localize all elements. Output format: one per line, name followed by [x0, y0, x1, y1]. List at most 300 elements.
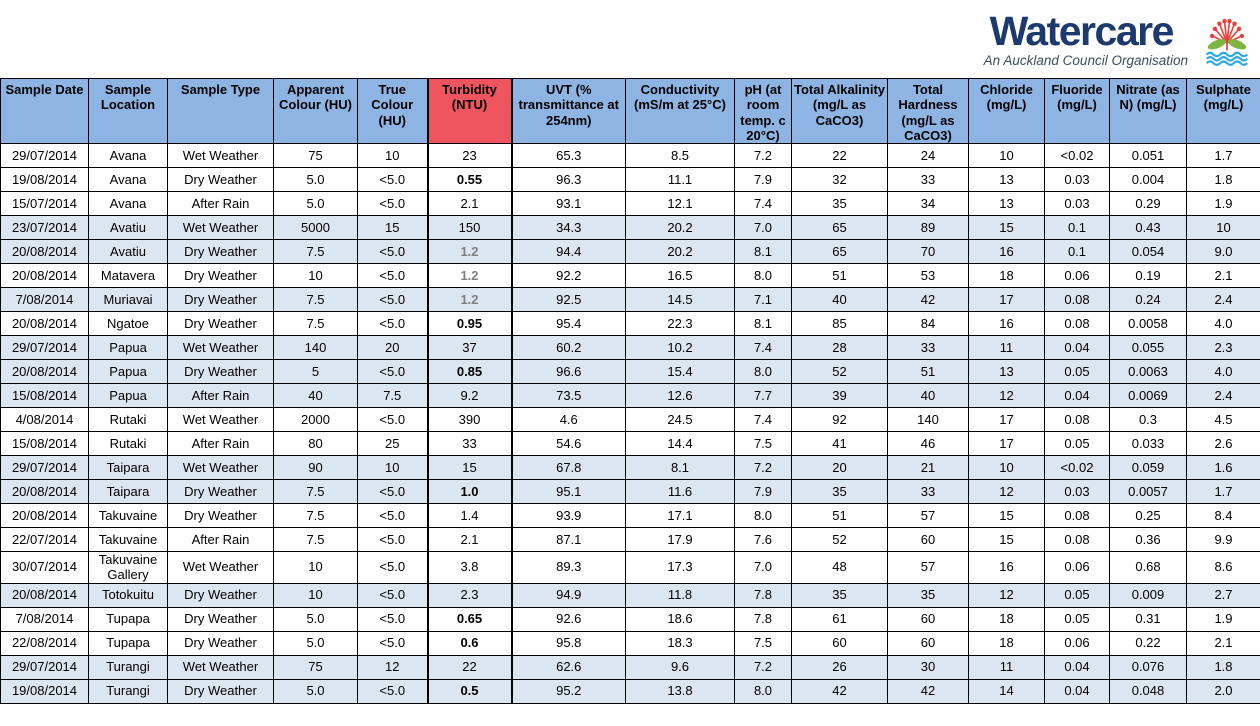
- cell-uvt: 95.8: [512, 631, 626, 655]
- cell-conductivity: 11.8: [626, 583, 735, 607]
- cell-total-alkalinity: 60: [792, 631, 888, 655]
- cell-uvt: 94.9: [512, 583, 626, 607]
- cell-sample-type: Dry Weather: [168, 504, 274, 528]
- cell-true-colour: <5.0: [358, 168, 428, 192]
- cell-uvt: 93.1: [512, 192, 626, 216]
- cell-sample-type: After Rain: [168, 432, 274, 456]
- cell-turbidity: 1.2: [428, 240, 512, 264]
- cell-total-alkalinity: 85: [792, 312, 888, 336]
- cell-total-hardness: 140: [888, 408, 969, 432]
- cell-uvt: 87.1: [512, 528, 626, 552]
- column-header-sample-location: Sample Location: [89, 79, 168, 144]
- cell-sample-type: Wet Weather: [168, 408, 274, 432]
- cell-total-hardness: 33: [888, 480, 969, 504]
- cell-fluoride: 0.06: [1045, 264, 1110, 288]
- cell-sulphate: 2.0: [1187, 679, 1260, 703]
- cell-total-alkalinity: 35: [792, 480, 888, 504]
- cell-sample-location: Tupapa: [89, 631, 168, 655]
- cell-turbidity: 37: [428, 336, 512, 360]
- cell-fluoride: 0.08: [1045, 528, 1110, 552]
- cell-sample-location: Papua: [89, 384, 168, 408]
- cell-sulphate: 1.9: [1187, 192, 1260, 216]
- table-row: [1, 360, 1260, 384]
- cell-sulphate: 2.7: [1187, 583, 1260, 607]
- cell-true-colour: 15: [358, 216, 428, 240]
- column-header-chloride: Chloride (mg/L): [969, 79, 1045, 144]
- cell-uvt: 92.6: [512, 607, 626, 631]
- cell-nitrate: 0.004: [1110, 168, 1187, 192]
- cell-conductivity: 11.6: [626, 480, 735, 504]
- cell-sample-location: Rutaki: [89, 408, 168, 432]
- cell-total-alkalinity: 52: [792, 360, 888, 384]
- cell-true-colour: <5.0: [358, 607, 428, 631]
- water-quality-table: [0, 78, 1260, 704]
- cell-apparent-colour: 140: [274, 336, 358, 360]
- cell-total-hardness: 70: [888, 240, 969, 264]
- cell-ph: 7.0: [735, 552, 792, 584]
- cell-nitrate: 0.0069: [1110, 384, 1187, 408]
- cell-sample-location: Takuvaine: [89, 504, 168, 528]
- cell-nitrate: 0.048: [1110, 679, 1187, 703]
- cell-nitrate: 0.31: [1110, 607, 1187, 631]
- cell-turbidity: 0.55: [428, 168, 512, 192]
- column-header-ph: pH (at room temp. c 20°C): [735, 79, 792, 144]
- cell-sample-location: Avatiu: [89, 216, 168, 240]
- cell-chloride: 18: [969, 631, 1045, 655]
- cell-total-hardness: 21: [888, 456, 969, 480]
- cell-sample-location: Totokuitu: [89, 583, 168, 607]
- cell-sample-type: After Rain: [168, 192, 274, 216]
- cell-apparent-colour: 5000: [274, 216, 358, 240]
- cell-fluoride: 0.06: [1045, 631, 1110, 655]
- cell-true-colour: <5.0: [358, 408, 428, 432]
- cell-sample-date: 20/08/2014: [1, 264, 89, 288]
- cell-apparent-colour: 7.5: [274, 528, 358, 552]
- cell-ph: 7.9: [735, 168, 792, 192]
- cell-sulphate: 2.1: [1187, 631, 1260, 655]
- cell-chloride: 15: [969, 528, 1045, 552]
- cell-total-hardness: 33: [888, 336, 969, 360]
- cell-sample-location: Avana: [89, 168, 168, 192]
- cell-sample-date: 22/07/2014: [1, 528, 89, 552]
- cell-ph: 8.1: [735, 312, 792, 336]
- table-row: [1, 679, 1260, 703]
- table-row: [1, 607, 1260, 631]
- cell-chloride: 11: [969, 336, 1045, 360]
- cell-sample-date: 29/07/2014: [1, 336, 89, 360]
- cell-true-colour: <5.0: [358, 288, 428, 312]
- cell-sample-date: 20/08/2014: [1, 480, 89, 504]
- cell-true-colour: 25: [358, 432, 428, 456]
- cell-uvt: 96.3: [512, 168, 626, 192]
- cell-apparent-colour: 10: [274, 583, 358, 607]
- cell-sulphate: 1.7: [1187, 480, 1260, 504]
- cell-sample-date: 15/08/2014: [1, 384, 89, 408]
- cell-true-colour: <5.0: [358, 264, 428, 288]
- pohutukawa-flower-icon: [1198, 11, 1256, 67]
- table-row: [1, 655, 1260, 679]
- cell-sulphate: 2.1: [1187, 264, 1260, 288]
- cell-fluoride: 0.08: [1045, 288, 1110, 312]
- cell-total-hardness: 33: [888, 168, 969, 192]
- cell-nitrate: 0.059: [1110, 456, 1187, 480]
- cell-sample-type: Wet Weather: [168, 655, 274, 679]
- cell-fluoride: 0.03: [1045, 192, 1110, 216]
- cell-sample-type: Dry Weather: [168, 607, 274, 631]
- cell-sample-location: Avatiu: [89, 240, 168, 264]
- cell-ph: 7.5: [735, 432, 792, 456]
- column-header-sample-date: Sample Date: [1, 79, 89, 144]
- cell-chloride: 15: [969, 216, 1045, 240]
- cell-ph: 7.8: [735, 583, 792, 607]
- cell-turbidity: 0.65: [428, 607, 512, 631]
- cell-conductivity: 9.6: [626, 655, 735, 679]
- cell-ph: 8.0: [735, 679, 792, 703]
- cell-chloride: 17: [969, 288, 1045, 312]
- cell-fluoride: 0.03: [1045, 480, 1110, 504]
- cell-ph: 7.0: [735, 216, 792, 240]
- cell-chloride: 16: [969, 552, 1045, 584]
- cell-fluoride: 0.04: [1045, 384, 1110, 408]
- table-row: [1, 528, 1260, 552]
- cell-apparent-colour: 75: [274, 655, 358, 679]
- cell-total-alkalinity: 65: [792, 216, 888, 240]
- column-header-sample-type: Sample Type: [168, 79, 274, 144]
- cell-conductivity: 16.5: [626, 264, 735, 288]
- cell-turbidity: 22: [428, 655, 512, 679]
- cell-sample-location: Taipara: [89, 480, 168, 504]
- cell-total-hardness: 46: [888, 432, 969, 456]
- cell-ph: 7.6: [735, 528, 792, 552]
- cell-apparent-colour: 5.0: [274, 679, 358, 703]
- cell-total-alkalinity: 28: [792, 336, 888, 360]
- cell-conductivity: 13.8: [626, 679, 735, 703]
- cell-true-colour: 12: [358, 655, 428, 679]
- cell-turbidity: 0.6: [428, 631, 512, 655]
- cell-apparent-colour: 5: [274, 360, 358, 384]
- cell-uvt: 4.6: [512, 408, 626, 432]
- cell-chloride: 16: [969, 240, 1045, 264]
- table-row: [1, 552, 1260, 584]
- column-header-fluoride: Fluoride (mg/L): [1045, 79, 1110, 144]
- cell-sample-location: Papua: [89, 360, 168, 384]
- cell-total-alkalinity: 52: [792, 528, 888, 552]
- cell-turbidity: 33: [428, 432, 512, 456]
- cell-uvt: 96.6: [512, 360, 626, 384]
- cell-apparent-colour: 7.5: [274, 504, 358, 528]
- page-header: [0, 0, 1260, 78]
- cell-sample-date: 20/08/2014: [1, 240, 89, 264]
- cell-fluoride: 0.04: [1045, 655, 1110, 679]
- cell-nitrate: 0.0063: [1110, 360, 1187, 384]
- cell-sample-type: Wet Weather: [168, 144, 274, 168]
- cell-apparent-colour: 2000: [274, 408, 358, 432]
- cell-total-alkalinity: 65: [792, 240, 888, 264]
- cell-sample-type: After Rain: [168, 528, 274, 552]
- cell-uvt: 95.4: [512, 312, 626, 336]
- cell-chloride: 13: [969, 168, 1045, 192]
- cell-sample-date: 15/08/2014: [1, 432, 89, 456]
- cell-uvt: 92.2: [512, 264, 626, 288]
- cell-turbidity: 15: [428, 456, 512, 480]
- cell-apparent-colour: 7.5: [274, 240, 358, 264]
- logo-text: [983, 7, 1188, 68]
- cell-conductivity: 14.4: [626, 432, 735, 456]
- cell-sample-date: 15/07/2014: [1, 192, 89, 216]
- cell-nitrate: 0.25: [1110, 504, 1187, 528]
- cell-turbidity: 0.85: [428, 360, 512, 384]
- cell-total-alkalinity: 26: [792, 655, 888, 679]
- column-header-turbidity: Turbidity (NTU): [428, 79, 512, 144]
- cell-sulphate: 9.0: [1187, 240, 1260, 264]
- cell-sulphate: 1.8: [1187, 655, 1260, 679]
- cell-sulphate: 4.5: [1187, 408, 1260, 432]
- cell-chloride: 12: [969, 384, 1045, 408]
- cell-uvt: 73.5: [512, 384, 626, 408]
- cell-total-alkalinity: 42: [792, 679, 888, 703]
- cell-nitrate: 0.0057: [1110, 480, 1187, 504]
- cell-fluoride: 0.05: [1045, 583, 1110, 607]
- cell-sample-location: Turangi: [89, 655, 168, 679]
- cell-chloride: 13: [969, 360, 1045, 384]
- cell-total-hardness: 42: [888, 679, 969, 703]
- cell-chloride: 18: [969, 607, 1045, 631]
- column-header-uvt: UVT (% transmittance at 254nm): [512, 79, 626, 144]
- cell-chloride: 17: [969, 432, 1045, 456]
- cell-sample-location: Papua: [89, 336, 168, 360]
- cell-total-hardness: 30: [888, 655, 969, 679]
- cell-total-alkalinity: 40: [792, 288, 888, 312]
- cell-nitrate: 0.033: [1110, 432, 1187, 456]
- cell-fluoride: 0.08: [1045, 408, 1110, 432]
- cell-sample-location: Takuvaine Gallery: [89, 552, 168, 584]
- cell-uvt: 54.6: [512, 432, 626, 456]
- cell-sample-date: 7/08/2014: [1, 607, 89, 631]
- cell-turbidity: 3.8: [428, 552, 512, 584]
- cell-sample-date: 29/07/2014: [1, 144, 89, 168]
- cell-chloride: 10: [969, 456, 1045, 480]
- cell-sample-type: Dry Weather: [168, 583, 274, 607]
- cell-sample-type: Dry Weather: [168, 264, 274, 288]
- cell-apparent-colour: 5.0: [274, 192, 358, 216]
- cell-sample-date: 29/07/2014: [1, 456, 89, 480]
- cell-ph: 7.4: [735, 192, 792, 216]
- cell-sulphate: 4.0: [1187, 312, 1260, 336]
- table-row: [1, 408, 1260, 432]
- cell-conductivity: 14.5: [626, 288, 735, 312]
- cell-uvt: 94.4: [512, 240, 626, 264]
- cell-uvt: 34.3: [512, 216, 626, 240]
- cell-ph: 7.5: [735, 631, 792, 655]
- cell-fluoride: 0.06: [1045, 552, 1110, 584]
- cell-apparent-colour: 7.5: [274, 288, 358, 312]
- cell-true-colour: <5.0: [358, 312, 428, 336]
- cell-apparent-colour: 7.5: [274, 480, 358, 504]
- cell-sample-type: Wet Weather: [168, 216, 274, 240]
- cell-nitrate: 0.19: [1110, 264, 1187, 288]
- cell-sample-type: Dry Weather: [168, 312, 274, 336]
- cell-total-alkalinity: 22: [792, 144, 888, 168]
- column-header-total-hardness: Total Hardness (mg/L as CaCO3): [888, 79, 969, 144]
- cell-true-colour: 10: [358, 144, 428, 168]
- cell-total-alkalinity: 35: [792, 583, 888, 607]
- cell-nitrate: 0.009: [1110, 583, 1187, 607]
- cell-turbidity: 2.1: [428, 528, 512, 552]
- table-row: [1, 264, 1260, 288]
- cell-ph: 7.8: [735, 607, 792, 631]
- column-header-conductivity: Conductivity (mS/m at 25°C): [626, 79, 735, 144]
- table-row: [1, 480, 1260, 504]
- cell-apparent-colour: 10: [274, 552, 358, 584]
- cell-fluoride: 0.05: [1045, 607, 1110, 631]
- cell-nitrate: 0.3: [1110, 408, 1187, 432]
- column-header-sulphate: Sulphate (mg/L): [1187, 79, 1260, 144]
- cell-sample-location: Turangi: [89, 679, 168, 703]
- logo-tagline: An Auckland Council Organisation: [983, 52, 1188, 68]
- cell-uvt: 93.9: [512, 504, 626, 528]
- cell-ph: 7.2: [735, 456, 792, 480]
- cell-conductivity: 18.3: [626, 631, 735, 655]
- cell-sample-type: Dry Weather: [168, 631, 274, 655]
- cell-total-hardness: 60: [888, 631, 969, 655]
- cell-total-hardness: 35: [888, 583, 969, 607]
- cell-sample-type: Wet Weather: [168, 552, 274, 584]
- cell-uvt: 60.2: [512, 336, 626, 360]
- cell-fluoride: 0.03: [1045, 168, 1110, 192]
- cell-conductivity: 15.4: [626, 360, 735, 384]
- cell-ph: 7.4: [735, 408, 792, 432]
- table-row: [1, 192, 1260, 216]
- cell-true-colour: <5.0: [358, 583, 428, 607]
- cell-sample-location: Avana: [89, 144, 168, 168]
- cell-conductivity: 24.5: [626, 408, 735, 432]
- cell-sample-type: After Rain: [168, 384, 274, 408]
- cell-uvt: 92.5: [512, 288, 626, 312]
- cell-fluoride: <0.02: [1045, 456, 1110, 480]
- cell-true-colour: <5.0: [358, 528, 428, 552]
- cell-chloride: 10: [969, 144, 1045, 168]
- cell-sample-type: Dry Weather: [168, 480, 274, 504]
- cell-sample-type: Dry Weather: [168, 679, 274, 703]
- cell-fluoride: 0.08: [1045, 312, 1110, 336]
- cell-fluoride: 0.05: [1045, 360, 1110, 384]
- cell-chloride: 13: [969, 192, 1045, 216]
- cell-total-alkalinity: 41: [792, 432, 888, 456]
- cell-turbidity: 1.4: [428, 504, 512, 528]
- cell-nitrate: 0.24: [1110, 288, 1187, 312]
- cell-sample-date: 20/08/2014: [1, 583, 89, 607]
- cell-ph: 7.2: [735, 655, 792, 679]
- cell-uvt: 89.3: [512, 552, 626, 584]
- cell-fluoride: <0.02: [1045, 144, 1110, 168]
- cell-sulphate: 9.9: [1187, 528, 1260, 552]
- cell-uvt: 67.8: [512, 456, 626, 480]
- cell-sulphate: 8.4: [1187, 504, 1260, 528]
- cell-sample-location: Taipara: [89, 456, 168, 480]
- cell-ph: 8.0: [735, 504, 792, 528]
- table-row: [1, 432, 1260, 456]
- cell-nitrate: 0.68: [1110, 552, 1187, 584]
- cell-total-alkalinity: 51: [792, 504, 888, 528]
- cell-ph: 8.0: [735, 264, 792, 288]
- cell-chloride: 11: [969, 655, 1045, 679]
- cell-sample-date: 19/08/2014: [1, 679, 89, 703]
- cell-sulphate: 2.3: [1187, 336, 1260, 360]
- cell-apparent-colour: 5.0: [274, 607, 358, 631]
- column-header-apparent-colour: Apparent Colour (HU): [274, 79, 358, 144]
- cell-sulphate: 1.8: [1187, 168, 1260, 192]
- cell-turbidity: 23: [428, 144, 512, 168]
- cell-apparent-colour: 40: [274, 384, 358, 408]
- cell-sample-type: Dry Weather: [168, 360, 274, 384]
- cell-turbidity: 9.2: [428, 384, 512, 408]
- cell-sample-location: Muriavai: [89, 288, 168, 312]
- cell-true-colour: <5.0: [358, 679, 428, 703]
- table-header-row: [1, 79, 1260, 144]
- cell-true-colour: 20: [358, 336, 428, 360]
- cell-true-colour: <5.0: [358, 552, 428, 584]
- table-row: [1, 583, 1260, 607]
- cell-sample-date: 20/08/2014: [1, 504, 89, 528]
- cell-total-hardness: 57: [888, 552, 969, 584]
- logo-brand: Watercare: [989, 7, 1173, 54]
- cell-total-alkalinity: 20: [792, 456, 888, 480]
- cell-ph: 7.9: [735, 480, 792, 504]
- cell-true-colour: <5.0: [358, 240, 428, 264]
- cell-chloride: 18: [969, 264, 1045, 288]
- cell-conductivity: 17.3: [626, 552, 735, 584]
- cell-ph: 7.2: [735, 144, 792, 168]
- cell-true-colour: <5.0: [358, 631, 428, 655]
- cell-nitrate: 0.051: [1110, 144, 1187, 168]
- cell-sample-date: 30/07/2014: [1, 552, 89, 584]
- cell-nitrate: 0.29: [1110, 192, 1187, 216]
- cell-uvt: 65.3: [512, 144, 626, 168]
- cell-sample-date: 7/08/2014: [1, 288, 89, 312]
- cell-turbidity: 150: [428, 216, 512, 240]
- cell-total-hardness: 51: [888, 360, 969, 384]
- cell-true-colour: <5.0: [358, 360, 428, 384]
- cell-fluoride: 0.04: [1045, 336, 1110, 360]
- cell-conductivity: 11.1: [626, 168, 735, 192]
- cell-turbidity: 1.0: [428, 480, 512, 504]
- cell-uvt: 95.1: [512, 480, 626, 504]
- cell-total-alkalinity: 32: [792, 168, 888, 192]
- cell-sample-date: 20/08/2014: [1, 360, 89, 384]
- cell-sample-type: Wet Weather: [168, 336, 274, 360]
- cell-nitrate: 0.22: [1110, 631, 1187, 655]
- cell-conductivity: 12.6: [626, 384, 735, 408]
- cell-nitrate: 0.43: [1110, 216, 1187, 240]
- cell-total-hardness: 57: [888, 504, 969, 528]
- cell-nitrate: 0.055: [1110, 336, 1187, 360]
- cell-conductivity: 22.3: [626, 312, 735, 336]
- cell-total-alkalinity: 61: [792, 607, 888, 631]
- column-header-true-colour: True Colour (HU): [358, 79, 428, 144]
- cell-fluoride: 0.05: [1045, 432, 1110, 456]
- cell-total-hardness: 24: [888, 144, 969, 168]
- cell-ph: 8.0: [735, 360, 792, 384]
- cell-total-hardness: 53: [888, 264, 969, 288]
- cell-conductivity: 17.1: [626, 504, 735, 528]
- cell-turbidity: 1.2: [428, 264, 512, 288]
- cell-chloride: 17: [969, 408, 1045, 432]
- cell-turbidity: 0.95: [428, 312, 512, 336]
- cell-sulphate: 2.4: [1187, 384, 1260, 408]
- cell-total-hardness: 84: [888, 312, 969, 336]
- cell-conductivity: 18.6: [626, 607, 735, 631]
- cell-sample-location: Matavera: [89, 264, 168, 288]
